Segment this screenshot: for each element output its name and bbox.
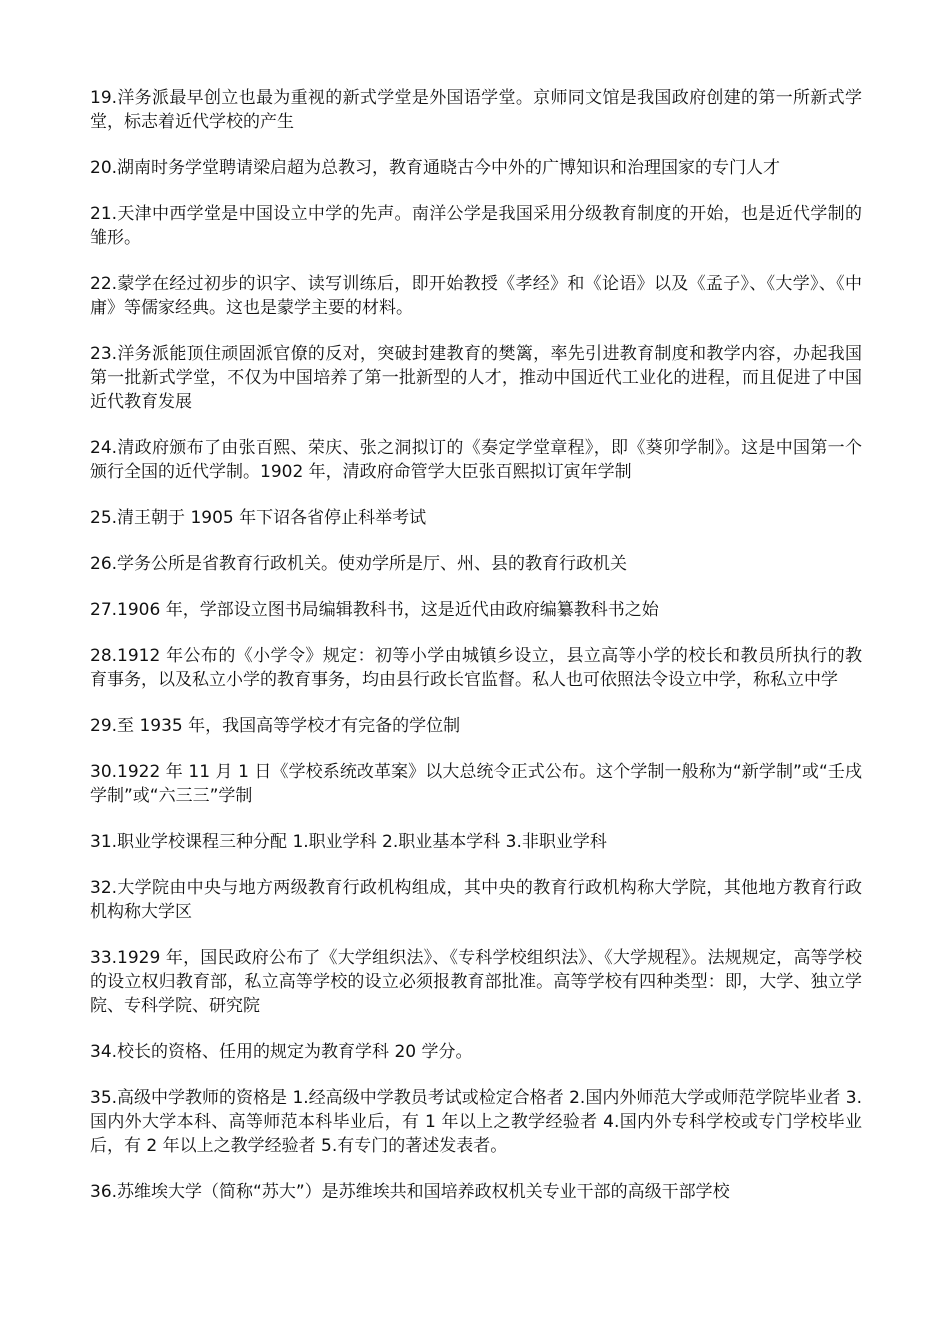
paragraph-23: 23.洋务派能顶住顽固派官僚的反对，突破封建教育的樊篱，率先引进教育制度和教学内容，办起我国第一批新式学堂，不仅为中国培养了第一批新型的人才，推动中国近代工业化的进程，而且促进了中国近代教育发展 xyxy=(90,344,862,412)
paragraph-36: 36.苏维埃大学（简称“苏大”）是苏维埃共和国培养政权机关专业干部的高级干部学校 xyxy=(90,1182,730,1202)
paragraph-24: 24.清政府颁布了由张百熙、荣庆、张之洞拟订的《奏定学堂章程》，即《葵卯学制》。这是中国第一个颁行全国的近代学制。1902 年，清政府命管学大臣张百熙拟订寅年学制 xyxy=(90,438,862,482)
paragraph-33: 33.1929 年，国民政府公布了《大学组织法》、《专科学校组织法》、《大学规程》。法规规定，高等学校的设立权归教育部，私立高等学校的设立必须报教育部批准。高等学校有四种类型：即，大学、独立学院、专科学院、研究院 xyxy=(90,948,862,1016)
paragraph-19: 19.洋务派最早创立也最为重视的新式学堂是外国语学堂。京师同文馆是我国政府创建的第一所新式学堂，标志着近代学校的产生 xyxy=(90,88,862,132)
document-page xyxy=(90,86,862,1226)
paragraph-31: 31.职业学校课程三种分配 1.职业学科 2.职业基本学科 3.非职业学科 xyxy=(90,832,607,852)
paragraph-27: 27.1906 年，学部设立图书局编辑教科书，这是近代由政府编纂教科书之始 xyxy=(90,600,659,620)
paragraph-22: 22.蒙学在经过初步的识字、读写训练后，即开始教授《孝经》和《论语》以及《孟子》、《大学》、《中庸》等儒家经典。这也是蒙学主要的材料。 xyxy=(90,274,862,318)
paragraph-20: 20.湖南时务学堂聘请梁启超为总教习，教育通晓古今中外的广博知识和治理国家的专门人才 xyxy=(90,158,781,178)
paragraph-21: 21.天津中西学堂是中国设立中学的先声。南洋公学是我国采用分级教育制度的开始，也是近代学制的雏形。 xyxy=(90,204,862,248)
paragraph-34: 34.校长的资格、任用的规定为教育学科 20 学分。 xyxy=(90,1042,473,1062)
paragraph-29: 29.至 1935 年，我国高等学校才有完备的学位制 xyxy=(90,716,461,736)
paragraph-26: 26.学务公所是省教育行政机关。使劝学所是厅、州、县的教育行政机关 xyxy=(90,554,628,574)
paragraph-28: 28.1912 年公布的《小学令》规定：初等小学由城镇乡设立，县立高等小学的校长和教员所执行的教育事务，以及私立小学的教育事务，均由县行政长官监督。私人也可依照法令设立中学，称私立中学 xyxy=(90,646,862,690)
paragraph-25: 25.清王朝于 1905 年下诏各省停止科举考试 xyxy=(90,508,427,528)
paragraph-30: 30.1922 年 11 月 1 日《学校系统改革案》以大总统令正式公布。这个学制一般称为“新学制”或“壬戌学制”或“六三三”学制 xyxy=(90,762,862,806)
paragraph-35: 35.高级中学教师的资格是 1.经高级中学教员考试或检定合格者 2.国内外师范大学或师范学院毕业者 3.国内外大学本科、高等师范本科毕业后，有 1 年以上之教学经验者 4.国内外专科学校或专门学校毕业后，有 2 年以上之教学经验者 5.有专门的著述发表者。 xyxy=(90,1088,862,1156)
paragraph-32: 32.大学院由中央与地方两级教育行政机构组成，其中央的教育行政机构称大学院，其他地方教育行政机构称大学区 xyxy=(90,878,862,922)
